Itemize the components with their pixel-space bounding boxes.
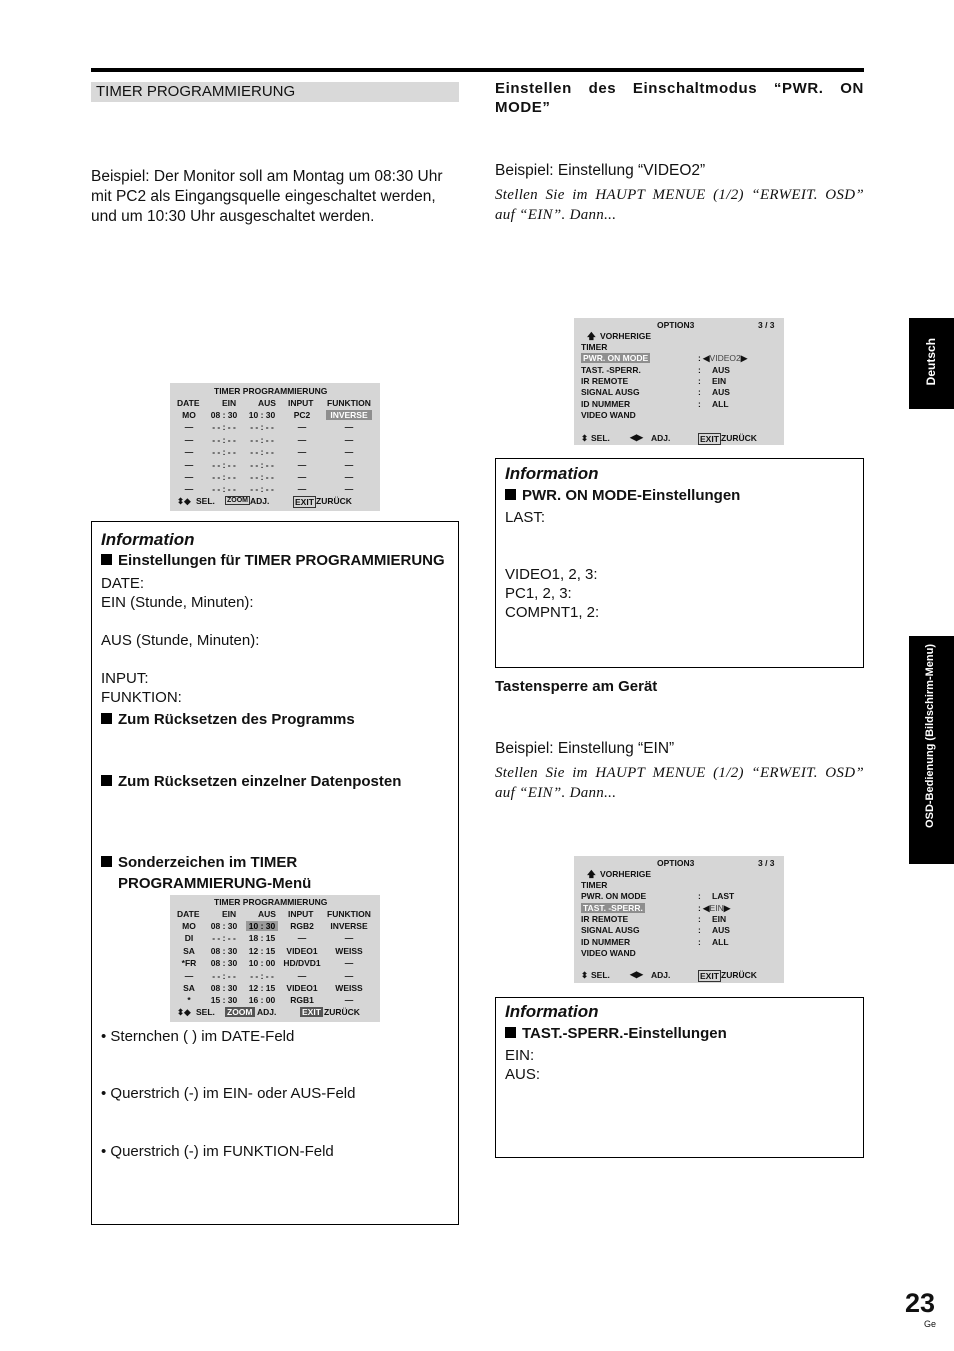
info-heading-text: Sonderzeichen im TIMER	[118, 854, 298, 871]
table-cell: WEISS	[335, 983, 363, 993]
square-bullet-icon	[505, 1027, 516, 1038]
left-arrow-icon: ◀	[703, 353, 710, 364]
table-cell: —	[344, 995, 354, 1006]
info-heading	[505, 1024, 727, 1044]
osd-title: OPTION3	[657, 320, 695, 330]
table-cell: 18 : 15	[248, 933, 276, 944]
table-cell: 10 : 00	[248, 958, 276, 969]
video-label: VIDEO1, 2, 3:	[505, 566, 598, 583]
table-cell: INVERSE	[330, 921, 368, 931]
square-bullet-icon	[505, 489, 516, 500]
date-label: DATE:	[101, 575, 145, 592]
menu-item-colon: :	[698, 364, 701, 375]
table-cell: —	[184, 422, 194, 433]
funktion-label: FUNKTION:	[101, 689, 182, 706]
section-title: TIMER PROGRAMMIERUNG	[91, 82, 459, 102]
left-right-arrows-icon: ◀▶	[630, 969, 644, 979]
table-cell: - - : - -	[250, 447, 274, 458]
menu-item-value: ALL	[712, 398, 729, 409]
menu-item-colon: :	[698, 936, 701, 947]
menu-item-label: TIMER	[581, 880, 608, 890]
info-heading	[101, 853, 297, 873]
menu-item-colon: :	[698, 913, 701, 924]
example-line: mit PC2 als Eingangsquelle eingeschaltet werden,	[91, 188, 436, 205]
table-cell: - - : - -	[212, 447, 236, 458]
table-cell: MO	[182, 921, 196, 931]
prev-label: VORHERIGE	[600, 869, 652, 879]
table-cell: —	[344, 958, 354, 969]
menu-item-label: IR REMOTE	[581, 913, 629, 924]
osd-page: 3 / 3	[758, 858, 775, 868]
table-cell: 08 : 30	[210, 958, 238, 969]
table-cell: —	[184, 970, 194, 981]
info-heading	[101, 551, 445, 571]
right-arrow-icon: ▶	[723, 902, 731, 913]
col-header: INPUT	[288, 909, 314, 919]
sel-label: SEL.	[591, 970, 610, 980]
info-heading-text: PWR. ON MODE-Einstellungen	[522, 487, 741, 504]
menu-item-label: IR REMOTE	[581, 375, 629, 386]
col-header: INPUT	[288, 398, 314, 408]
square-bullet-icon	[101, 775, 112, 786]
menu-item-label: SIGNAL AUSG	[581, 925, 640, 936]
table-cell: DI	[184, 933, 194, 944]
table-cell: —	[344, 933, 354, 944]
exit-key: EXIT	[700, 434, 719, 444]
menu-item-label: ID NUMMER	[581, 398, 631, 409]
timer-osd-screen	[170, 383, 380, 511]
table-cell: 10 : 30	[246, 921, 278, 931]
heading-line: Einstellen des Einschaltmodus “PWR. ON	[495, 80, 864, 97]
example-line: und um 10:30 Uhr ausgeschaltet werden.	[91, 208, 375, 225]
zoom-key: ZOOM	[227, 1007, 253, 1017]
key-lock-heading: Tastensperre am Gerät	[495, 678, 658, 695]
back-label: ZURÜCK	[721, 433, 757, 443]
top-rule	[91, 68, 864, 72]
input-label: INPUT:	[101, 670, 149, 687]
exit-key: EXIT	[700, 971, 719, 981]
info-heading-text: Zum Rücksetzen einzelner Datenposten	[118, 773, 402, 790]
back-label: ZURÜCK	[316, 496, 352, 506]
table-cell: 08 : 30	[210, 921, 238, 931]
bullet-item: • Querstrich (-) im FUNKTION-Feld	[101, 1143, 334, 1160]
compnt-label: COMPNT1, 2:	[505, 604, 600, 621]
table-cell: —	[184, 434, 194, 445]
table-cell: —	[344, 447, 354, 458]
table-cell: MO	[182, 410, 196, 420]
example-video2: Beispiel: Einstellung “VIDEO2”	[495, 162, 706, 179]
info-heading-text: PROGRAMMIERUNG-Menü	[118, 875, 312, 892]
aus-label: AUS:	[505, 1066, 541, 1083]
table-cell: —	[184, 484, 194, 495]
square-bullet-icon	[101, 713, 112, 724]
side-tab-osd	[909, 636, 954, 864]
table-cell: 15 : 30	[210, 995, 238, 1006]
table-cell: PC2	[293, 410, 311, 420]
table-cell: —	[344, 434, 354, 445]
aus-label: AUS (Stunde, Minuten):	[101, 632, 260, 649]
table-cell: —	[297, 933, 307, 944]
col-header: AUS	[258, 398, 276, 408]
menu-item-label: SIGNAL AUSG	[581, 387, 640, 398]
info-heading-text: Einstellungen für TIMER PROGRAMMIERUNG	[118, 552, 445, 569]
table-cell: - - : - -	[250, 459, 274, 470]
menu-item-label: TAST. -SPERR.	[583, 902, 643, 913]
ein-label: EIN:	[505, 1047, 535, 1064]
table-cell: —	[344, 970, 354, 981]
table-cell: - - : - -	[250, 434, 274, 445]
left-right-arrows-icon: ◀▶	[630, 432, 644, 442]
page-number: 23	[905, 1288, 936, 1318]
info-heading	[101, 772, 401, 792]
menu-item-colon: :	[698, 902, 701, 913]
info-heading	[101, 710, 355, 730]
updown-arrows-icon: ⬍	[581, 433, 589, 443]
table-cell: —	[344, 472, 354, 482]
info-heading-text: Zum Rücksetzen des Programms	[118, 711, 355, 728]
table-cell: 08 : 30	[210, 410, 238, 420]
italic-line: Stellen Sie im HAUPT MENUE (1/2) “ERWEIT. OSD”	[495, 765, 864, 781]
timer-osd-screen-special	[170, 895, 380, 1022]
menu-item-value: EIN	[712, 375, 727, 386]
table-cell: —	[297, 422, 307, 433]
table-cell: - - : - -	[212, 422, 236, 433]
square-bullet-icon	[101, 554, 112, 565]
menu-item-label: VIDEO WAND	[581, 947, 636, 958]
sel-label: SEL.	[196, 496, 215, 506]
example-paragraph	[91, 167, 461, 227]
sel-label: SEL.	[591, 433, 610, 443]
table-cell: —	[297, 472, 307, 482]
back-label: ZURÜCK	[721, 970, 757, 980]
option3-osd-screen	[574, 318, 784, 445]
menu-item-colon: :	[698, 375, 701, 386]
menu-item-value: AUS	[712, 364, 730, 375]
table-cell: —	[344, 459, 354, 470]
side-tab-label: OSD-Bedienung (Bildschirm-Menu)	[924, 644, 936, 828]
col-header: DATE	[177, 909, 200, 919]
menu-item-label: TAST. -SPERR.	[581, 364, 641, 375]
menu-item-label: PWR. ON MODE	[581, 891, 647, 902]
table-cell: VIDEO1	[286, 945, 318, 956]
updown-arrows-icon: ⬍	[581, 970, 589, 980]
table-cell: SA	[183, 945, 195, 956]
menu-item-colon: :	[698, 925, 701, 936]
menu-item-value: ALL	[712, 936, 729, 947]
menu-item-colon: :	[698, 387, 701, 398]
table-cell: —	[297, 459, 307, 470]
osd-title: OPTION3	[657, 858, 695, 868]
info-title: Information	[101, 530, 195, 549]
table-cell: SA	[183, 983, 195, 993]
menu-item-colon: :	[698, 891, 701, 902]
menu-item-value: ◀VIDEO2▶	[703, 353, 748, 364]
table-cell: WEISS	[335, 945, 363, 956]
italic-instruction	[495, 185, 864, 225]
menu-item-value: ◀EIN▶	[703, 902, 731, 913]
up-arrow-icon: 🡅	[587, 331, 596, 341]
col-header: DATE	[177, 398, 200, 408]
table-cell: *FR	[181, 958, 197, 969]
example-ein: Beispiel: Einstellung “EIN”	[495, 740, 675, 757]
menu-item-value: EIN	[712, 913, 727, 924]
table-cell: - - : - -	[250, 484, 274, 495]
table-cell: - - : - -	[212, 484, 236, 495]
menu-item-colon: :	[698, 353, 701, 364]
table-cell: —	[344, 422, 354, 433]
bullet-item: • Querstrich (-) im EIN- oder AUS-Feld	[101, 1085, 356, 1102]
example-line: Beispiel: Der Monitor soll am Montag um 08:30 Uhr	[91, 168, 443, 185]
menu-item-value: AUS	[712, 925, 730, 936]
col-header: EIN	[222, 909, 237, 919]
col-header: AUS	[258, 909, 276, 919]
updown-arrows-icon: ⬍◆	[177, 496, 191, 506]
adj-label: ADJ.	[651, 970, 671, 980]
side-tab-label: Deutsch	[924, 338, 938, 386]
table-cell: INVERSE	[326, 410, 372, 420]
menu-item-colon: :	[698, 398, 701, 409]
osd-title: TIMER PROGRAMMIERUNG	[214, 897, 328, 907]
table-cell: - - : - -	[250, 970, 274, 981]
left-arrow-icon: ◀	[703, 902, 710, 913]
table-cell: - - : - -	[212, 472, 236, 482]
menu-item-label: PWR. ON MODE	[583, 353, 649, 364]
table-cell: 10 : 30	[248, 410, 276, 420]
table-cell: —	[184, 472, 194, 482]
side-tab-deutsch	[909, 318, 954, 409]
table-cell: RGB1	[290, 995, 314, 1006]
table-cell: - - : - -	[212, 970, 236, 981]
info-heading-text: TAST.-SPERR.-Einstellungen	[522, 1025, 727, 1042]
updown-arrows-icon: ⬍◆	[177, 1007, 191, 1017]
square-bullet-icon	[101, 856, 112, 867]
col-header: EIN	[222, 398, 237, 408]
menu-item-label: VIDEO WAND	[581, 409, 636, 420]
table-cell: 12 : 15	[248, 945, 276, 956]
italic-line: auf “EIN”. Dann...	[495, 207, 617, 223]
table-cell: —	[344, 484, 354, 495]
table-cell: —	[297, 447, 307, 458]
table-cell: - - : - -	[250, 472, 274, 482]
info-title: Information	[505, 464, 599, 483]
up-arrow-icon: 🡅	[587, 869, 596, 879]
menu-item-value: LAST	[712, 891, 735, 902]
zoom-key: ZOOM	[227, 497, 248, 504]
col-header: FUNKTION	[327, 398, 371, 408]
table-cell: 16 : 00	[248, 995, 276, 1006]
table-cell: 08 : 30	[210, 983, 238, 993]
back-label: ZURÜCK	[324, 1007, 360, 1017]
last-label: LAST:	[505, 509, 546, 526]
table-cell: - - : - -	[250, 422, 274, 433]
table-cell: HD/DVD1	[283, 958, 321, 969]
menu-item-label: ID NUMMER	[581, 936, 631, 947]
table-cell: —	[184, 447, 194, 458]
adj-label: ADJ.	[250, 496, 270, 506]
table-cell: RGB2	[290, 921, 314, 931]
ein-label: EIN (Stunde, Minuten):	[101, 594, 254, 611]
option3-osd-screen-lock	[574, 856, 784, 983]
bullet-item: • Sternchen ( ) im DATE-Feld	[101, 1028, 295, 1045]
table-cell: - - : - -	[212, 459, 236, 470]
info-heading	[505, 486, 740, 506]
info-box-tast-sperr	[495, 997, 864, 1158]
pwr-on-mode-heading	[495, 79, 864, 117]
info-box-pwr-on	[495, 458, 864, 668]
osd-page: 3 / 3	[758, 320, 775, 330]
info-title: Information	[505, 1002, 599, 1021]
exit-key: EXIT	[302, 1007, 321, 1017]
table-cell: *	[187, 995, 191, 1006]
info-box-timer	[91, 521, 459, 1225]
italic-instruction	[495, 763, 864, 803]
table-cell: VIDEO1	[286, 983, 318, 993]
prev-label: VORHERIGE	[600, 331, 652, 341]
table-cell: 12 : 15	[248, 983, 276, 993]
exit-key: EXIT	[295, 497, 314, 507]
adj-label: ADJ.	[651, 433, 671, 443]
menu-item-label: TIMER	[581, 342, 608, 352]
table-cell: 08 : 30	[210, 945, 238, 956]
adj-label: ADJ.	[257, 1007, 277, 1017]
italic-line: auf “EIN”. Dann...	[495, 785, 617, 801]
pc-label: PC1, 2, 3:	[505, 585, 572, 602]
table-cell: —	[297, 484, 307, 495]
table-cell: —	[184, 459, 194, 470]
table-cell: - - : - -	[212, 933, 236, 944]
heading-line: MODE”	[495, 99, 551, 116]
menu-item-value: AUS	[712, 387, 730, 398]
osd-title: TIMER PROGRAMMIERUNG	[214, 386, 328, 396]
table-cell: —	[297, 434, 307, 445]
table-cell: - - : - -	[212, 434, 236, 445]
table-cell: —	[297, 970, 307, 981]
page-language-code: Ge	[924, 1319, 937, 1329]
italic-line: Stellen Sie im HAUPT MENUE (1/2) “ERWEIT. OSD”	[495, 187, 864, 203]
sel-label: SEL.	[196, 1007, 215, 1017]
col-header: FUNKTION	[327, 909, 371, 919]
right-arrow-icon: ▶	[740, 353, 748, 364]
